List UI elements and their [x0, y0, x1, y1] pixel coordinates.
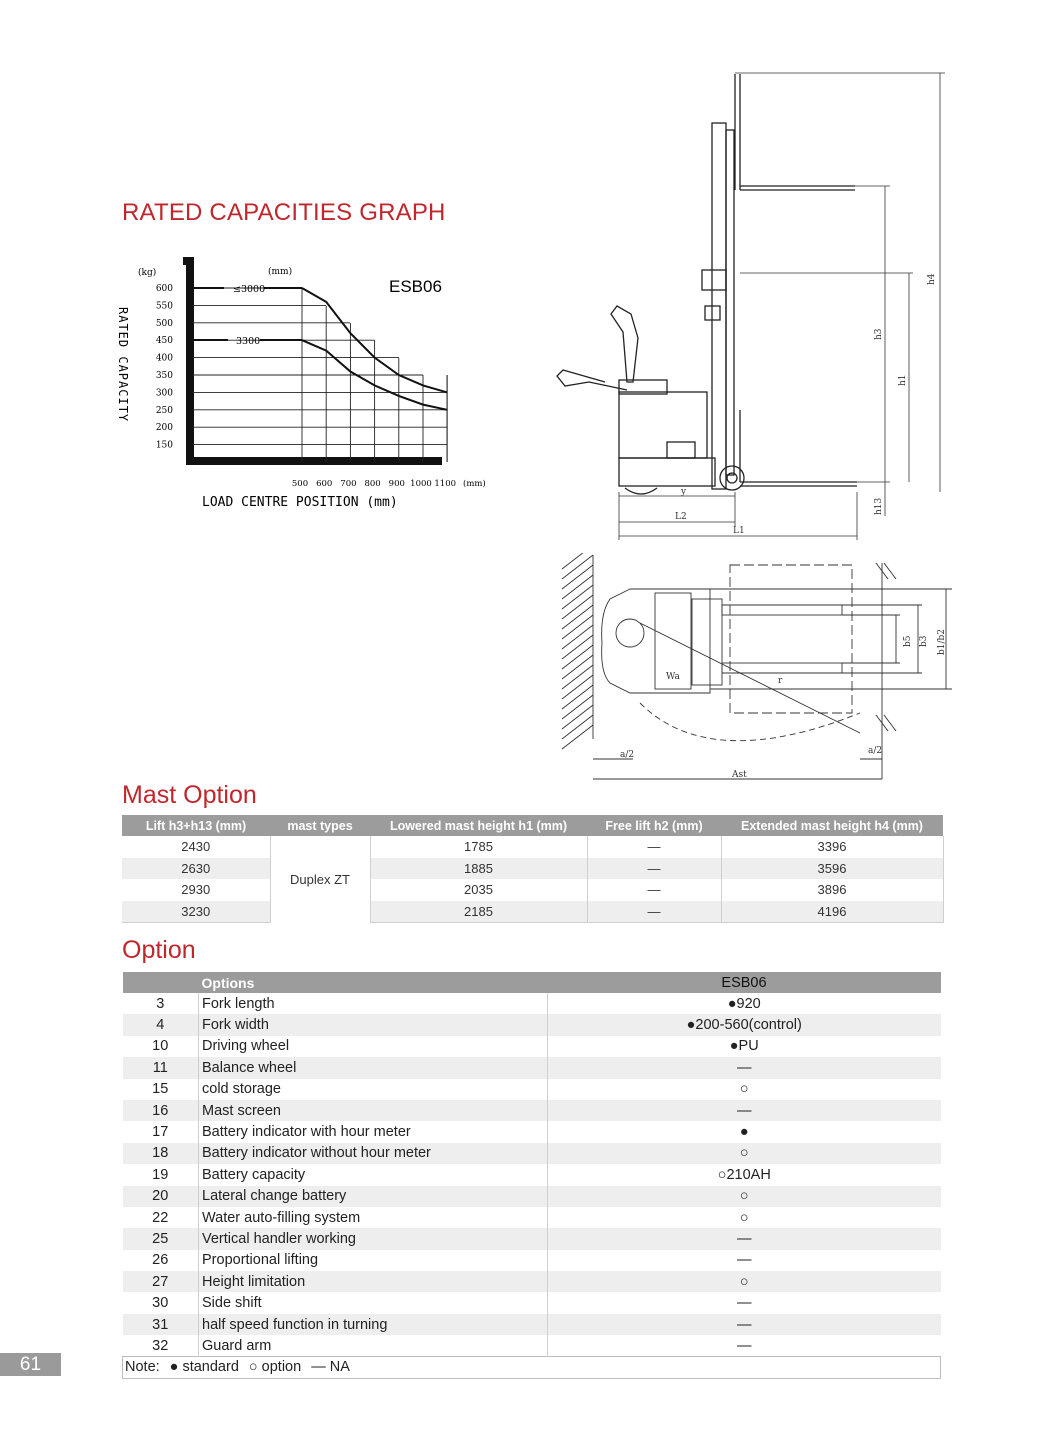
option-number: 19 — [152, 1166, 169, 1183]
label-r: r — [778, 676, 783, 686]
option-number: 31 — [123, 1314, 199, 1335]
table-row — [122, 879, 943, 901]
table-row — [123, 1100, 941, 1121]
h-unit: (mm) — [268, 267, 293, 277]
mast-header-row — [122, 815, 943, 836]
wall-hatch — [562, 595, 593, 619]
table-row — [122, 836, 943, 858]
label-ast: Ast — [732, 770, 747, 780]
option-table — [122, 972, 941, 1379]
option-name: Side shift — [199, 1292, 548, 1313]
h2-cell: — — [587, 858, 721, 880]
x-tick-label: 1000 — [410, 479, 432, 489]
option-name: Mast screen — [199, 1100, 548, 1121]
col-h4: Extended mast height h4 (mm) — [721, 815, 943, 836]
option-value: ○ — [739, 1081, 749, 1098]
option-name: Height limitation — [199, 1271, 548, 1292]
label-wa: Wa — [666, 672, 680, 682]
table-row — [123, 1036, 941, 1057]
option-number: 26 — [152, 1252, 169, 1269]
wall-hatch — [562, 665, 593, 689]
mast-heading: Mast Option — [122, 781, 257, 809]
table-row — [123, 1164, 941, 1185]
option-number: 10 — [152, 1038, 169, 1055]
wall-hatch — [562, 695, 593, 719]
option-value: — — [548, 1314, 941, 1335]
h4-cell: 3596 — [721, 858, 943, 880]
option-name: Battery capacity — [199, 1164, 548, 1185]
table-row — [123, 1057, 941, 1078]
col-model: ESB06 — [548, 972, 941, 993]
x-tick-label: 500 — [291, 479, 309, 489]
table-row — [123, 1014, 941, 1035]
option-name: Battery indicator without hour meter — [199, 1143, 548, 1164]
y-tick-label: 250 — [155, 405, 173, 416]
table-row — [123, 1121, 941, 1142]
table-row — [123, 1250, 941, 1271]
wall-hatch — [562, 675, 593, 699]
option-name: Fork width — [199, 1014, 548, 1035]
col-lift: Lift h3+h13 (mm) — [122, 815, 270, 836]
capacity-graph — [112, 255, 492, 515]
option-value: — — [737, 1252, 752, 1269]
label-a2-right: a/2 — [868, 746, 883, 756]
wall-hatch — [562, 605, 593, 629]
table-row — [123, 1207, 941, 1228]
y-tick-label: 550 — [155, 301, 173, 312]
wall-hatch — [562, 715, 593, 739]
table-row — [122, 858, 943, 880]
option-value: — — [737, 1295, 752, 1312]
wall-hatch — [562, 635, 593, 659]
label-h13: h13 — [874, 497, 884, 515]
side-view-drawing — [545, 70, 955, 540]
option-name: Lateral change battery — [199, 1186, 548, 1207]
label-l1: L1 — [733, 526, 745, 536]
option-value: ●PU — [729, 1038, 759, 1055]
wall-hatch — [562, 645, 593, 669]
y-tick-label: 150 — [155, 440, 173, 451]
option-name: Guard arm — [199, 1335, 548, 1356]
wall-hatch — [562, 585, 593, 609]
tiller-handle — [611, 306, 638, 382]
note-na: — NA — [311, 1359, 350, 1376]
label-l2: L2 — [675, 512, 687, 522]
option-name: Water auto-filling system — [199, 1207, 548, 1228]
option-number: 32 — [152, 1337, 169, 1354]
lift-cell: 2630 — [122, 858, 270, 880]
wall-hatch — [562, 725, 593, 749]
table-row — [123, 1271, 941, 1292]
h1-cell: 1885 — [370, 858, 587, 880]
h2-cell: — — [587, 836, 721, 858]
table-row — [123, 1079, 941, 1100]
option-number: 27 — [123, 1271, 199, 1292]
top-view-drawing — [560, 553, 960, 783]
y-tick-label: 500 — [155, 318, 173, 329]
option-number: 22 — [152, 1209, 169, 1226]
option-number: 3 — [156, 995, 165, 1012]
option-name: Battery indicator with hour meter — [199, 1121, 548, 1142]
wall-hatch — [562, 555, 593, 579]
label-h1: h1 — [898, 374, 908, 386]
table-row — [122, 901, 943, 923]
h2-cell: — — [587, 879, 721, 901]
label-a2-left: a/2 — [620, 750, 635, 760]
x-tick-label: 600 — [316, 479, 333, 489]
option-value: ○ — [548, 1186, 941, 1207]
option-name: Proportional lifting — [199, 1250, 548, 1271]
h4-cell: 3896 — [721, 879, 943, 901]
x-tick-label: 700 — [340, 479, 357, 489]
curve2-label: 3300 — [236, 336, 261, 347]
y-axis-title: RATED CAPACITY — [116, 307, 130, 423]
h4-cell: 4196 — [721, 901, 943, 923]
label-y: y — [681, 487, 687, 497]
x-unit: (mm) — [463, 479, 486, 489]
table-row — [123, 1228, 941, 1249]
option-number: 4 — [123, 1014, 199, 1035]
y-tick-label: 450 — [155, 336, 173, 347]
option-number: 16 — [123, 1100, 199, 1121]
label-b1-b2: b1/b2 — [937, 628, 947, 655]
table-row — [123, 1292, 941, 1313]
lift-cell: 2930 — [122, 879, 270, 901]
page-number: 61 — [0, 1353, 61, 1376]
graph-heading: RATED CAPACITIES GRAPH — [122, 199, 446, 226]
truck-body — [619, 392, 707, 458]
mast-type-cell: Duplex ZT — [270, 836, 370, 922]
option-heading: Option — [122, 936, 196, 964]
option-number: 11 — [123, 1057, 199, 1078]
label-h3: h3 — [874, 328, 884, 340]
option-number: 18 — [123, 1143, 199, 1164]
table-row — [123, 993, 941, 1014]
lift-cell: 2430 — [122, 836, 270, 858]
wall-hatch — [562, 575, 593, 599]
table-row — [123, 1314, 941, 1335]
note-row — [123, 1357, 941, 1378]
option-number: 20 — [123, 1186, 199, 1207]
lift-cell: 3230 — [122, 901, 270, 923]
option-number: 15 — [152, 1081, 169, 1098]
option-number: 17 — [152, 1124, 169, 1141]
table-row — [123, 1143, 941, 1164]
option-number: 30 — [152, 1295, 169, 1312]
truck-top-outline — [602, 589, 710, 693]
option-value: ○ — [548, 1271, 941, 1292]
mast-table — [122, 815, 944, 923]
wall-hatch — [562, 705, 593, 729]
wall-hatch — [562, 655, 593, 679]
option-name: Vertical handler working — [199, 1228, 548, 1249]
x-axis-title: LOAD CENTRE POSITION (mm) — [202, 495, 398, 510]
option-value: — — [737, 1337, 752, 1354]
wall-hatch — [562, 615, 593, 639]
option-name: Balance wheel — [199, 1057, 548, 1078]
option-name: Driving wheel — [199, 1036, 548, 1057]
wall-hatch — [562, 565, 593, 589]
x-tick-label: 1100 — [434, 479, 457, 489]
option-value: ○ — [739, 1209, 749, 1226]
note-label: Note: — [125, 1359, 160, 1376]
option-name: Fork length — [199, 993, 548, 1014]
h1-cell: 2035 — [370, 879, 587, 901]
y-unit: (kg) — [138, 268, 157, 278]
option-value: — — [548, 1100, 941, 1121]
y-tick-label: 600 — [155, 284, 173, 294]
option-number: 25 — [123, 1228, 199, 1249]
option-name: cold storage — [199, 1079, 548, 1100]
col-mast-type: mast types — [270, 815, 370, 836]
h1-cell: 2185 — [370, 901, 587, 923]
h1-cell: 1785 — [370, 836, 587, 858]
label-b3: b3 — [919, 635, 929, 647]
h4-cell: 3396 — [721, 836, 943, 858]
option-value: ●200-560(control) — [548, 1014, 941, 1035]
x-tick-label: 900 — [388, 479, 405, 489]
option-value: ○ — [548, 1143, 941, 1164]
col-h1: Lowered mast height h1 (mm) — [370, 815, 587, 836]
label-h4: h4 — [927, 273, 937, 285]
table-row — [123, 1186, 941, 1207]
wall-hatch — [562, 685, 593, 709]
curve1-label: ≤3000 — [233, 284, 266, 295]
option-value: ○210AH — [717, 1166, 771, 1183]
option-header-row — [123, 972, 941, 993]
option-value: — — [548, 1228, 941, 1249]
option-value: — — [548, 1057, 941, 1078]
table-row — [123, 1335, 941, 1356]
model-label: ESB06 — [389, 277, 442, 296]
col-options: Options — [199, 972, 548, 993]
option-value: ●920 — [727, 995, 761, 1012]
y-tick-label: 400 — [155, 353, 173, 364]
y-tick-label: 300 — [155, 388, 173, 399]
note-standard: ● standard — [169, 1359, 239, 1376]
option-value: ● — [739, 1124, 749, 1141]
y-tick-label: 350 — [155, 371, 173, 381]
wall-hatch — [562, 625, 593, 649]
x-tick-label: 800 — [364, 479, 381, 489]
col-h2: Free lift h2 (mm) — [587, 815, 721, 836]
h2-cell: — — [587, 901, 721, 923]
label-b5: b5 — [903, 635, 913, 647]
note-option: ○ option — [248, 1359, 302, 1376]
option-name: half speed function in turning — [199, 1314, 548, 1335]
y-tick-label: 200 — [155, 423, 173, 434]
